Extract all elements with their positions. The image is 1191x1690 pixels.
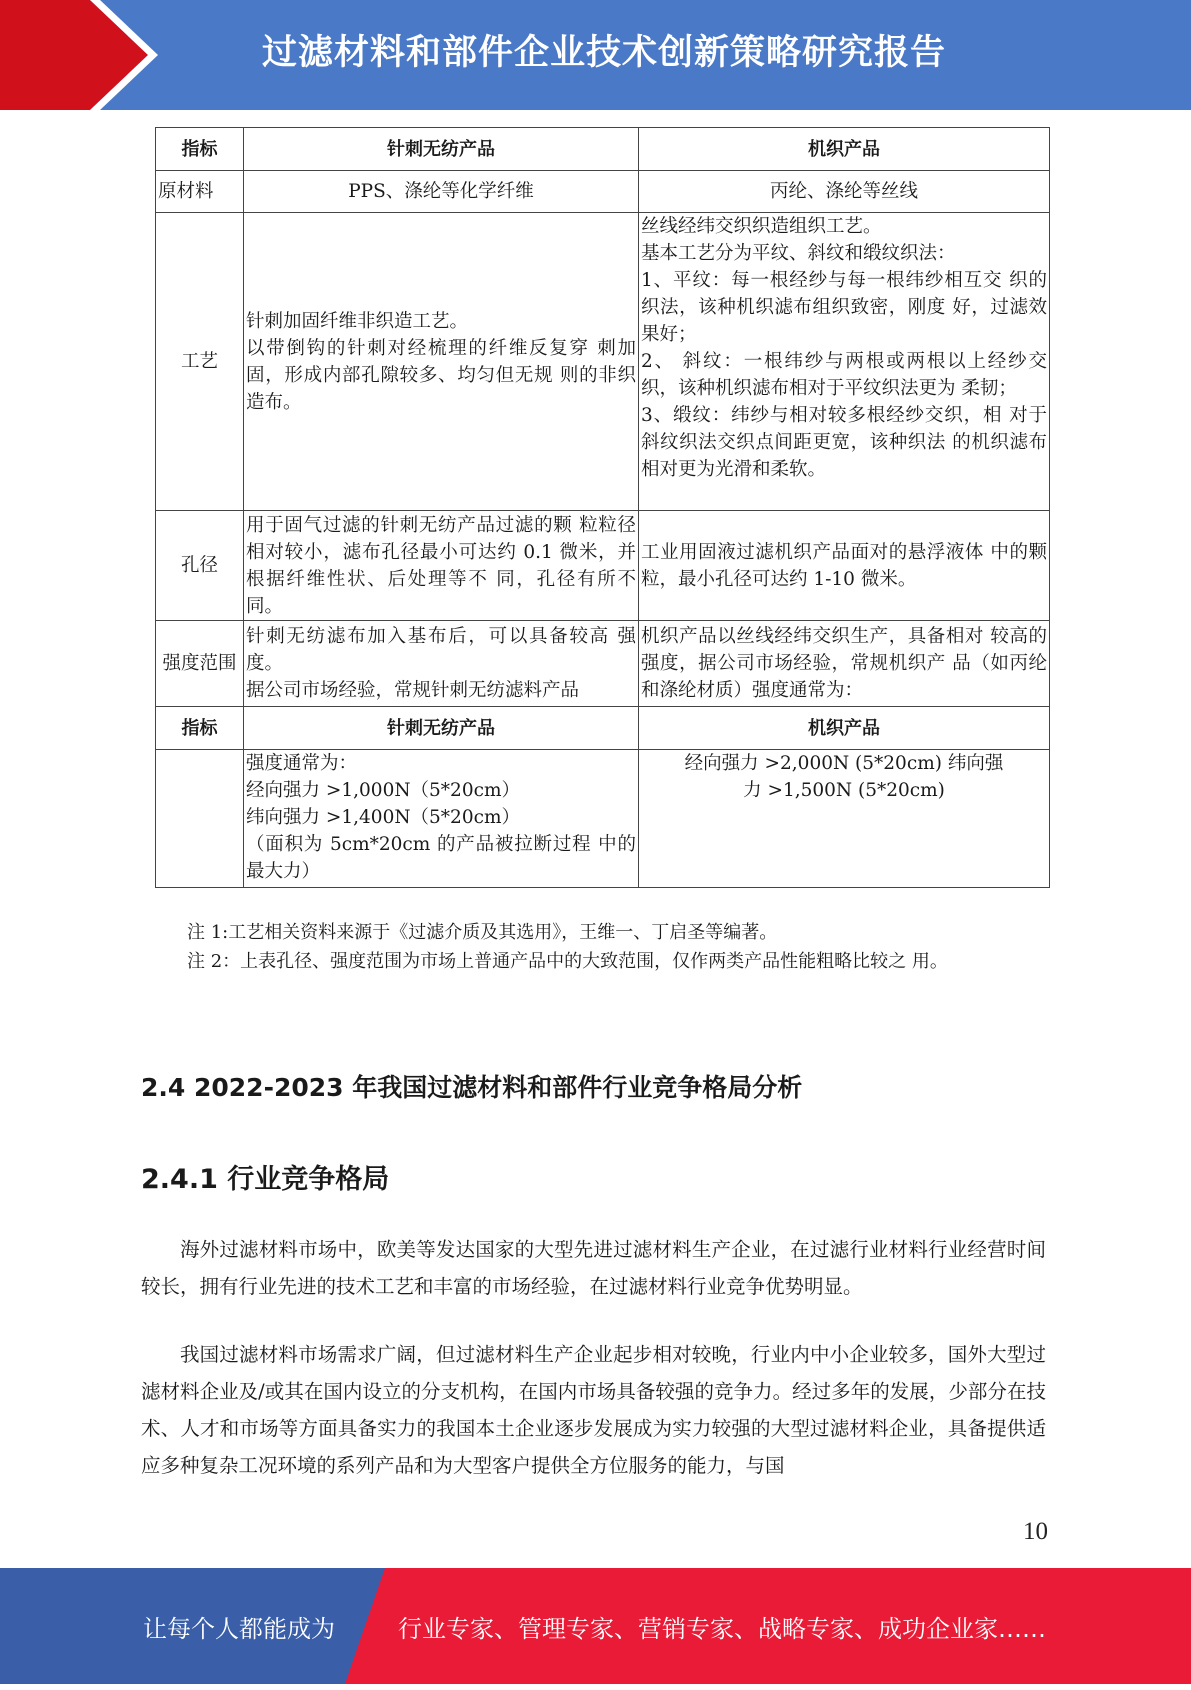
woven-process-line: 丝线经纬交织织造组织工艺。 [641, 216, 882, 237]
woven-cell [639, 750, 1050, 888]
footer-slogan-left: 让每个人都能成为 [143, 1615, 335, 1643]
woven-strength-line: 力 >1,500N (5*20cm) [743, 780, 945, 801]
needle-cell [244, 750, 639, 888]
needle-strength-line: 针刺无纺滤布加入基布后，可以具备较高 强度。 [246, 626, 636, 674]
row-label: 强度范围 [156, 621, 244, 707]
table-row-pore [156, 511, 1050, 621]
woven-cell: 工业用固液过滤机织产品面对的悬浮液体 中的颗粒，最小孔径可达约 1-10 微米。 [639, 511, 1050, 621]
woven-process-line: 3、缎纹：纬纱与相对较多根经纱交织，相 对于斜纹织法交织点间距更宽，该种织法 的机织滤布相对更为光滑和柔软。 [641, 405, 1047, 480]
needle-process-line: 针刺加固纤维非织造工艺。 [246, 310, 469, 332]
header-cell-woven: 机织产品 [639, 707, 1050, 750]
note-1: 注 1:工艺相关资料来源于《过滤介质及其选用》，王维一、丁启圣等编著。 [187, 922, 778, 943]
needle-cell: 用于固气过滤的针刺无纺产品过滤的颗 粒粒径相对较小，滤布孔径最小可达约 0.1 微米，并根据纤维性状、后处理等不 同，孔径有所不同。 [244, 511, 639, 621]
needle-strength-line: 据公司市场经验，常规针刺无纺滤料产品 [246, 680, 580, 701]
header-cell-indicator: 指标 [156, 128, 244, 171]
body-paragraph: 我国过滤材料市场需求广阔，但过滤材料生产企业起步相对较晚，行业内中小企业较多，国外大型过滤材料企业及/或其在国内设立的分支机构，在国内市场具备较强的竞争力。经过多年的发展，少部分在技术、人才和市场等方面具备实力的我国本土企业逐步发展成为实力较强的大型过滤材料企业，具备提供适应多种复杂工况环境的系列产品和为大型客户提供全方位服务的能力，与国 [141, 1343, 1046, 1477]
needle-strength-line: 纬向强力 >1,400N（5*20cm） [246, 807, 520, 828]
footer-slogan-right: 行业专家、管理专家、营销专家、战略专家、成功企业家…… [398, 1615, 1046, 1643]
row-label: 孔径 [156, 511, 244, 621]
header-cell-woven: 机织产品 [639, 128, 1050, 171]
needle-cell [244, 213, 639, 511]
row-label [156, 750, 244, 888]
table-row-material [156, 171, 1050, 213]
woven-process-line: 1、平纹：每一根经纱与每一根纬纱相互交 织的织法，该种机织滤布组织致密，刚度 好，过滤效果好； [641, 270, 1047, 345]
body-paragraph: 海外过滤材料市场中，欧美等发达国家的大型先进过滤材料生产企业，在过滤行业材料行业经营时间较长，拥有行业先进的技术工艺和丰富的市场经验，在过滤材料行业竞争优势明显。 [141, 1238, 1046, 1298]
comparison-table [155, 127, 1050, 888]
page-header [0, 0, 1191, 110]
woven-strength-line: 经向强力 >2,000N (5*20cm) 纬向强 [684, 753, 1004, 774]
needle-strength-line: 强度通常为： [246, 753, 358, 774]
table-notes [187, 918, 1067, 976]
page-footer [0, 1568, 1191, 1684]
woven-process-line: 2、 斜纹：一根纬纱与两根或两根以上经纱交织，该种机织滤布相对于平纹织法更为 柔韧； [641, 351, 1047, 399]
subsection-heading: 2.4.1 行业竞争格局 [141, 1164, 390, 1195]
woven-cell [639, 213, 1050, 511]
report-title: 过滤材料和部件企业技术创新策略研究报告 [262, 33, 947, 73]
needle-strength-line: 经向强力 >1,000N（5*20cm） [246, 780, 520, 801]
woven-cell: 机织产品以丝线经纬交织生产，具备相对 较高的强度，据公司市场经验，常规机织产 品（如丙纶和涤纶材质）强度通常为： [639, 621, 1050, 707]
needle-strength-line: （面积为 5cm*20cm 的产品被拉断过程 中的最大力） [246, 834, 636, 882]
table-header-row [156, 128, 1050, 171]
woven-cell: 丙纶、涤纶等丝线 [639, 171, 1050, 213]
needle-cell: PPS、涤纶等化学纤维 [244, 171, 639, 213]
header-cell-needle: 针刺无纺产品 [244, 128, 639, 171]
table-header-row-repeat [156, 707, 1050, 750]
woven-process-line: 基本工艺分为平纹、斜纹和缎纹织法： [641, 243, 956, 264]
section-heading: 2.4 2022-2023 年我国过滤材料和部件行业竞争格局分析 [141, 1073, 803, 1102]
note-2: 注 2：上表孔径、强度范围为市场上普通产品中的大致范围，仅作两类产品性能粗略比较之 用。 [187, 951, 948, 972]
needle-cell [244, 621, 639, 707]
needle-process-line: 以带倒钩的针刺对经梳理的纤维反复穿 刺加固，形成内部孔隙较多、均匀但无规 则的非织造布。 [246, 337, 636, 413]
row-label: 工艺 [156, 213, 244, 511]
table-row-process [156, 213, 1050, 511]
header-cell-needle: 针刺无纺产品 [244, 707, 639, 750]
table-row-strength [156, 621, 1050, 707]
header-cell-indicator: 指标 [156, 707, 244, 750]
page-number: 10 [1023, 1518, 1048, 1545]
row-label: 原材料 [156, 171, 244, 213]
header-arrow-decoration [0, 0, 160, 110]
table-row-strength-continued [156, 750, 1050, 888]
